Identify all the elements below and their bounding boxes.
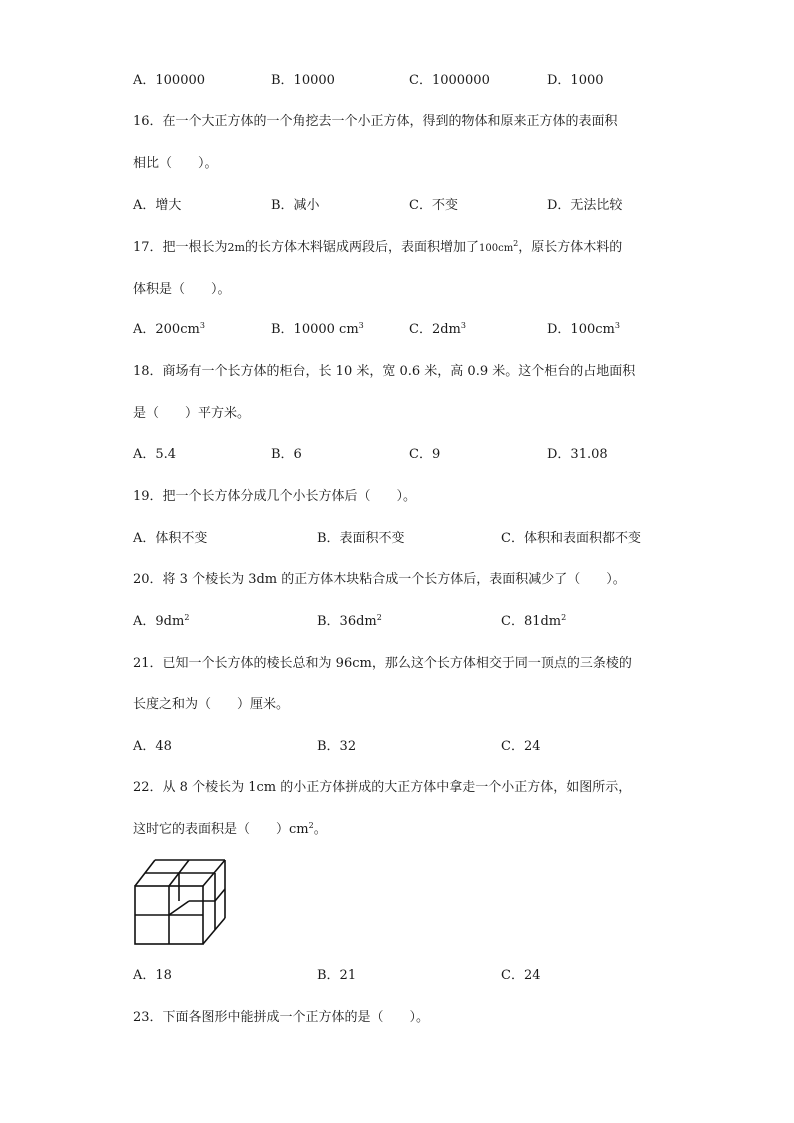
q21-stem-line1: 21．已知一个长方体的棱长总和为 96cm，那么这个长方体相交于同一顶点的三条棱的 (133, 656, 632, 671)
q17-option-c: C．$2dm^3$ (409, 321, 466, 337)
q20-stem-line1: 20．将 3 个棱长为 3dm 的正方体木块粘合成一个长方体后，表面积减少了（ ）。 (133, 572, 626, 587)
q17-option-d: D．$100cm^3$ (547, 321, 620, 337)
q17-stem-part2: 的长方体木料锯成两段后，表面积增加了 (244, 240, 479, 255)
q19-option-c: C．体积和表面积都不变 (501, 531, 641, 546)
q17-stem-line2: 体积是（ ）。 (133, 282, 231, 297)
q15-option-a: A．100000 (133, 73, 206, 88)
q17-option-b: B．10000 $cm^3$ (271, 321, 364, 337)
q21-option-a: A．48 (133, 739, 172, 754)
q19-stem-line1: 19．把一个长方体分成几个小长方体后（ ）。 (133, 489, 417, 504)
q18-option-b: B．6 (271, 447, 302, 462)
q20-option-a: A．$9dm^2$ (133, 613, 190, 629)
q16-option-d: D．无法比较 (547, 198, 623, 213)
q22-option-a: A．18 (133, 968, 172, 983)
q17-stem-length: 2m (227, 241, 245, 254)
q17-stem-part3: ，原长方体木料的 (518, 240, 623, 255)
q17-stem-part1: 17．把一根长为 (133, 240, 228, 255)
q16-stem-line2: 相比（ ）。 (133, 156, 218, 171)
q21-stem-line2: 长度之和为（ ）厘米。 (133, 697, 290, 712)
q22-stem-line2: 这时它的表面积是（ ）$cm^2$。 (133, 821, 327, 837)
q20-option-b: B．$36dm^2$ (317, 613, 382, 629)
q17-option-a: A．$200cm^3$ (133, 321, 205, 337)
q21-option-c: C．24 (501, 739, 541, 754)
q15-option-b: B．10000 (271, 73, 335, 88)
q23-stem-line1: 23．下面各图形中能拼成一个正方体的是（ ）。 (133, 1010, 430, 1025)
q18-option-d: D．31.08 (547, 447, 608, 462)
q15-option-d: D．1000 (547, 73, 604, 88)
q15-option-c: C．1000000 (409, 73, 490, 88)
q19-option-b: B．表面积不变 (317, 531, 405, 546)
q16-stem-line1: 16．在一个大正方体的一个角挖去一个小正方体，得到的物体和原来正方体的表面积 (133, 114, 618, 129)
q22-option-b: B．21 (317, 968, 357, 983)
q18-option-c: C．9 (409, 447, 441, 462)
q21-option-b: B．32 (317, 739, 357, 754)
q16-option-a: A．增大 (133, 198, 182, 213)
q17-stem-area-sup: 2 (513, 239, 519, 248)
q22-option-c: C．24 (501, 968, 541, 983)
q22-stem-line1: 22．从 8 个棱长为 1cm 的小正方体拼成的大正方体中拿走一个小正方体，如图所示， (133, 780, 632, 795)
q18-stem-line2: 是（ ）平方米。 (133, 406, 251, 421)
q16-option-c: C．不变 (409, 198, 458, 213)
q19-option-a: A．体积不变 (133, 531, 208, 546)
q17-stem-line1 (133, 240, 622, 257)
q20-option-c: C．$81dm^2$ (501, 613, 567, 629)
q17-stem-area: 100cm (479, 243, 514, 254)
q18-stem-line1: 18．商场有一个长方体的柜台，长 10 米，宽 0.6 米，高 0.9 米。这个柜台的占地面积 (133, 364, 636, 379)
q16-option-b: B．减小 (271, 198, 320, 213)
cube-figure (133, 858, 229, 952)
q18-option-a: A．5.4 (133, 447, 177, 462)
